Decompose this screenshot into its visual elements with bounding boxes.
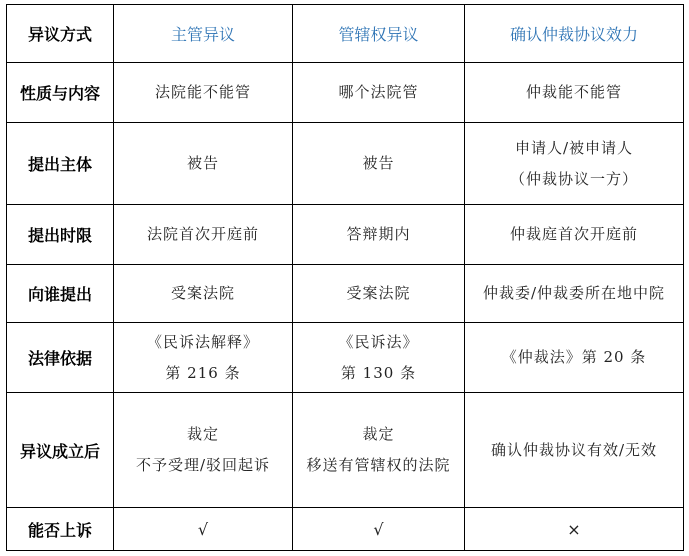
- table-cell: 裁定 不予受理/驳回起诉: [114, 393, 293, 508]
- cross-mark: ×: [465, 508, 684, 551]
- table-cell: 《民诉法》 第 130 条: [293, 323, 465, 393]
- table-row: [7, 63, 684, 123]
- table-row: [7, 205, 684, 265]
- table-cell: 哪个法院管: [293, 63, 465, 123]
- objection-comparison-table: [6, 4, 684, 551]
- check-mark: √: [293, 508, 465, 551]
- table-cell: 受案法院: [293, 265, 465, 323]
- table-cell: 仲裁能不能管: [465, 63, 684, 123]
- corner-header: 异议方式: [7, 5, 114, 63]
- table-cell: 受案法院: [114, 265, 293, 323]
- check-mark: √: [114, 508, 293, 551]
- table-cell: 被告: [293, 123, 465, 205]
- table-cell: 被告: [114, 123, 293, 205]
- column-header-jurisdiction-venue: 管辖权异议: [293, 5, 465, 63]
- table-cell: 申请人/被申请人 （仲裁协议一方）: [465, 123, 684, 205]
- table-row: [7, 508, 684, 551]
- table-row: [7, 393, 684, 508]
- row-label: 提出时限: [7, 205, 114, 265]
- table-cell: 确认仲裁协议有效/无效: [465, 393, 684, 508]
- row-label: 异议成立后: [7, 393, 114, 508]
- row-label: 向谁提出: [7, 265, 114, 323]
- table-row: [7, 265, 684, 323]
- table-row: [7, 123, 684, 205]
- column-header-arbitration-validity: 确认仲裁协议效力: [465, 5, 684, 63]
- row-label: 提出主体: [7, 123, 114, 205]
- header-row: [7, 5, 684, 63]
- row-label: 能否上诉: [7, 508, 114, 551]
- comparison-table-wrapper: [6, 4, 683, 550]
- table-row: [7, 323, 684, 393]
- column-header-jurisdiction-subject: 主管异议: [114, 5, 293, 63]
- table-cell: 《民诉法解释》 第 216 条: [114, 323, 293, 393]
- table-cell: 答辩期内: [293, 205, 465, 265]
- table-cell: 法院首次开庭前: [114, 205, 293, 265]
- table-cell: 《仲裁法》第 20 条: [465, 323, 684, 393]
- table-cell: 仲裁庭首次开庭前: [465, 205, 684, 265]
- table-cell: 法院能不能管: [114, 63, 293, 123]
- table-cell: 仲裁委/仲裁委所在地中院: [465, 265, 684, 323]
- table-cell: 裁定 移送有管辖权的法院: [293, 393, 465, 508]
- row-label: 法律依据: [7, 323, 114, 393]
- row-label: 性质与内容: [7, 63, 114, 123]
